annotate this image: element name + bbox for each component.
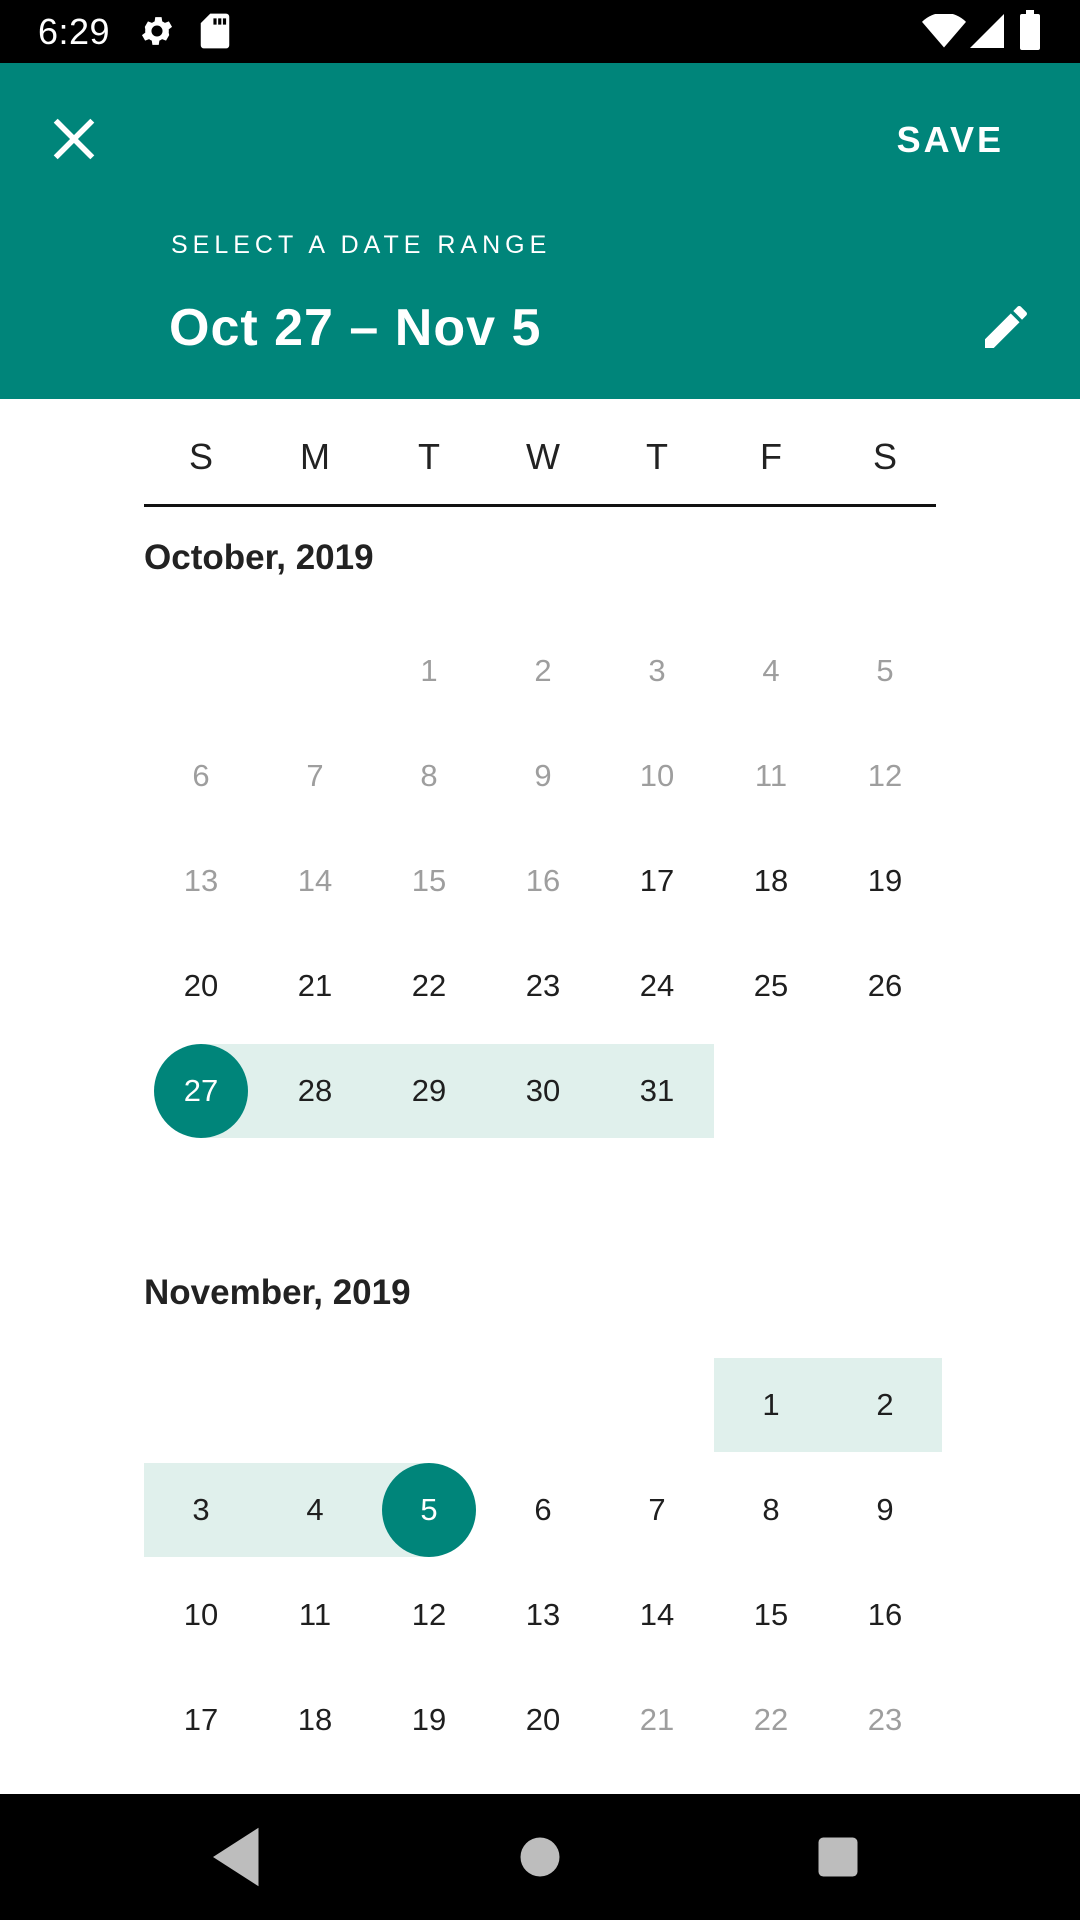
- wifi-icon: [922, 14, 966, 53]
- calendar-day: 23: [867, 1702, 903, 1737]
- calendar-day[interactable]: 26: [867, 968, 903, 1003]
- calendar-day: 12: [867, 758, 903, 793]
- signal-icon: [970, 14, 1004, 53]
- calendar-day: 13: [183, 863, 219, 898]
- weekday-label: F: [760, 436, 782, 477]
- header-subtitle: SELECT A DATE RANGE: [171, 231, 552, 259]
- back-button[interactable]: [200, 1818, 278, 1896]
- back-icon: [200, 1818, 278, 1896]
- calendar-day: 22: [753, 1702, 789, 1737]
- calendar-day[interactable]: 11: [298, 1597, 332, 1632]
- calendar-day[interactable]: 30: [525, 1073, 561, 1108]
- recents-icon: [799, 1818, 877, 1896]
- calendar-day[interactable]: 12: [411, 1597, 447, 1632]
- calendar-day[interactable]: 13: [525, 1597, 561, 1632]
- calendar-day: 6: [192, 758, 210, 793]
- weekday-label: W: [526, 436, 560, 477]
- calendar-day[interactable]: 1: [762, 1387, 780, 1422]
- home-button[interactable]: [501, 1818, 579, 1896]
- calendar-day: 9: [534, 758, 552, 793]
- calendar-day[interactable]: 10: [183, 1597, 219, 1632]
- calendar-day: 5: [876, 653, 894, 688]
- weekday-label: M: [300, 436, 330, 477]
- weekday-label: S: [872, 436, 897, 477]
- recents-button[interactable]: [799, 1818, 877, 1896]
- home-icon: [501, 1818, 579, 1896]
- calendar-day[interactable]: 21: [297, 968, 333, 1003]
- calendar-day-selected[interactable]: 27: [183, 1073, 219, 1108]
- calendar-day[interactable]: 28: [297, 1073, 333, 1108]
- calendar-day[interactable]: 4: [306, 1492, 324, 1527]
- calendar-day[interactable]: 31: [639, 1073, 675, 1108]
- edit-button[interactable]: [978, 299, 1034, 355]
- calendar-day[interactable]: 17: [183, 1702, 219, 1737]
- calendar-day: 2: [534, 653, 552, 688]
- calendar-day: 21: [639, 1702, 675, 1737]
- calendar-day[interactable]: 20: [183, 968, 219, 1003]
- calendar-day[interactable]: 8: [762, 1492, 780, 1527]
- date-range-header: [0, 63, 1080, 399]
- calendar-day[interactable]: 25: [753, 968, 789, 1003]
- calendar-day[interactable]: 20: [525, 1702, 561, 1737]
- calendar-day[interactable]: 29: [411, 1073, 447, 1108]
- calendar-day[interactable]: 19: [411, 1702, 447, 1737]
- weekday-header: [144, 399, 936, 507]
- calendar-day[interactable]: 7: [648, 1492, 666, 1527]
- battery-icon: [1018, 10, 1042, 55]
- weekday-label: S: [188, 436, 213, 477]
- calendar-day[interactable]: 24: [639, 968, 675, 1003]
- calendar-day[interactable]: 18: [297, 1702, 333, 1737]
- calendar-day[interactable]: 23: [525, 968, 561, 1003]
- selected-range-text: Oct 27 – Nov 5: [169, 299, 542, 357]
- calendar-day[interactable]: 16: [867, 1597, 903, 1632]
- calendar-day[interactable]: 2: [876, 1387, 894, 1422]
- calendar-day[interactable]: 18: [753, 863, 789, 898]
- calendar-day: 14: [297, 863, 333, 898]
- close-icon: [46, 111, 102, 167]
- close-button[interactable]: [46, 111, 102, 167]
- calendar-day[interactable]: 22: [411, 968, 447, 1003]
- pencil-icon: [978, 299, 1034, 355]
- status-bar: [0, 0, 1080, 63]
- navigation-bar: [0, 1794, 1080, 1920]
- calendar-day: 8: [420, 758, 438, 793]
- calendar-day-selected[interactable]: 5: [420, 1492, 438, 1527]
- gear-icon: [138, 12, 176, 55]
- save-button[interactable]: SAVE: [896, 119, 1004, 160]
- calendar-day: 4: [762, 653, 780, 688]
- status-time: 6:29: [38, 11, 111, 52]
- calendar-day: 11: [754, 758, 788, 793]
- calendar-day[interactable]: 17: [639, 863, 675, 898]
- calendar-day: 16: [525, 863, 561, 898]
- calendar-day[interactable]: 6: [534, 1492, 552, 1527]
- calendar-day: 10: [639, 758, 675, 793]
- calendar-day: 1: [420, 653, 438, 688]
- calendar-day[interactable]: 14: [639, 1597, 675, 1632]
- weekday-label: T: [646, 436, 668, 477]
- month-title: November, 2019: [144, 1273, 411, 1312]
- calendar-day: 3: [648, 653, 666, 688]
- calendar-day: 7: [306, 758, 324, 793]
- month-title: October, 2019: [144, 538, 374, 577]
- calendar-day: 15: [411, 863, 447, 898]
- weekday-label: T: [418, 436, 440, 477]
- calendar-day[interactable]: 9: [876, 1492, 894, 1527]
- calendar-day[interactable]: 19: [867, 863, 903, 898]
- calendar-day[interactable]: 3: [192, 1492, 210, 1527]
- sd-card-icon: [198, 12, 232, 55]
- calendar-day[interactable]: 15: [753, 1597, 789, 1632]
